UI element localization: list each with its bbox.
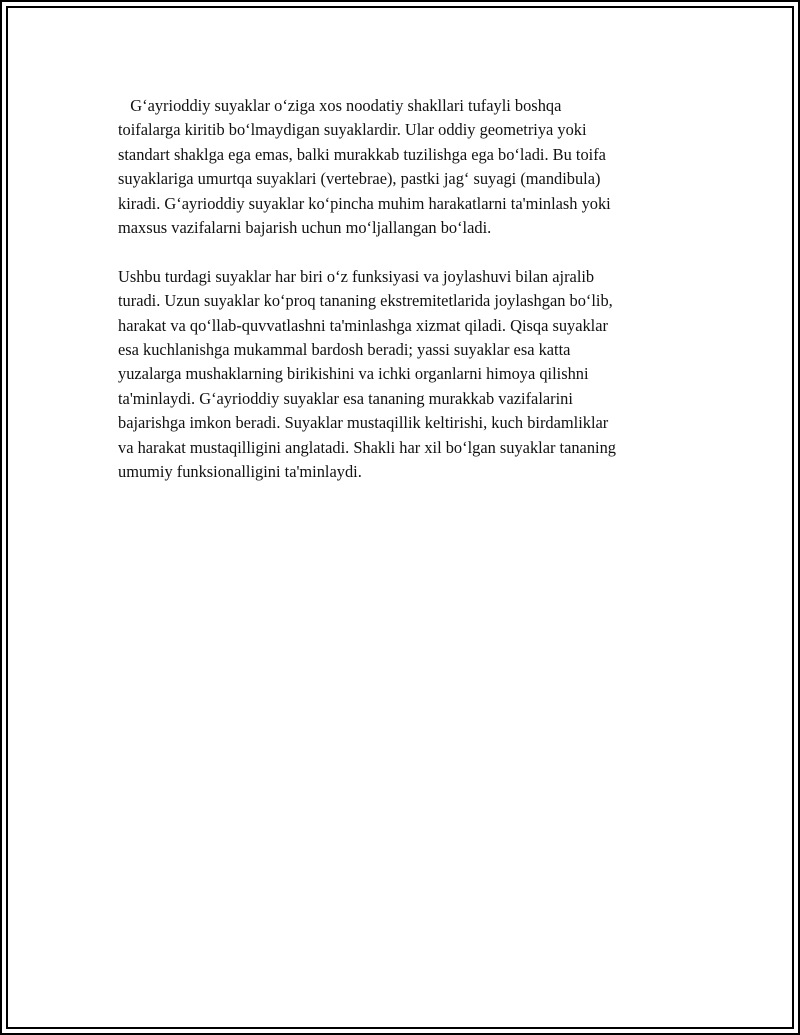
text-line: bajarishga imkon beradi. Suyaklar mustaqillik keltirishi, kuch birdamliklar bbox=[118, 413, 609, 433]
text-line: G‘ayrioddiy suyaklar o‘ziga xos noodatiy shakllari tufayli boshqa bbox=[118, 96, 562, 115]
text-line: kiradi. G‘ayrioddiy suyaklar ko‘pincha muhim harakatlarni ta'minlash yoki bbox=[118, 193, 611, 213]
paragraph-1 bbox=[118, 94, 690, 240]
text-line: maxsus vazifalarni bajarish uchun mo‘ljallangan bo‘ladi. bbox=[118, 218, 492, 238]
text-line: yuzalarga mushaklarning birikishini va ichki organlarni himoya qilishni bbox=[118, 364, 589, 384]
text-line: turadi. Uzun suyaklar ko‘proq tananing ekstremitetlarida joylashgan bo‘lib, bbox=[118, 291, 613, 311]
paragraph-2 bbox=[118, 265, 690, 485]
text-line: standart shaklga ega emas, balki murakkab tuzilishga ega bo‘ladi. Bu toifa bbox=[118, 144, 606, 164]
document-body bbox=[118, 94, 690, 484]
text-line: ta'minlaydi. G‘ayrioddiy suyaklar esa tananing murakkab vazifalarini bbox=[118, 388, 573, 408]
text-line: toifalarga kiritib bo‘lmaydigan suyaklardir. Ular oddiy geometriya yoki bbox=[118, 120, 587, 140]
text-line: esa kuchlanishga mukammal bardosh beradi; yassi suyaklar esa katta bbox=[118, 340, 571, 360]
text-line: Ushbu turdagi suyaklar har biri o‘z funksiyasi va joylashuvi bilan ajralib bbox=[118, 266, 595, 286]
text-line: umumiy funksionalligini ta'minlaydi. bbox=[118, 462, 362, 482]
text-line: va harakat mustaqilligini anglatadi. Shakli har xil bo‘lgan suyaklar tananing bbox=[118, 437, 616, 457]
text-line: harakat va qo‘llab-quvvatlashni ta'minlashga xizmat qiladi. Qisqa suyaklar bbox=[118, 315, 608, 335]
text-line: suyaklariga umurtqa suyaklari (vertebrae), pastki jag‘ suyagi (mandibula) bbox=[118, 169, 601, 189]
